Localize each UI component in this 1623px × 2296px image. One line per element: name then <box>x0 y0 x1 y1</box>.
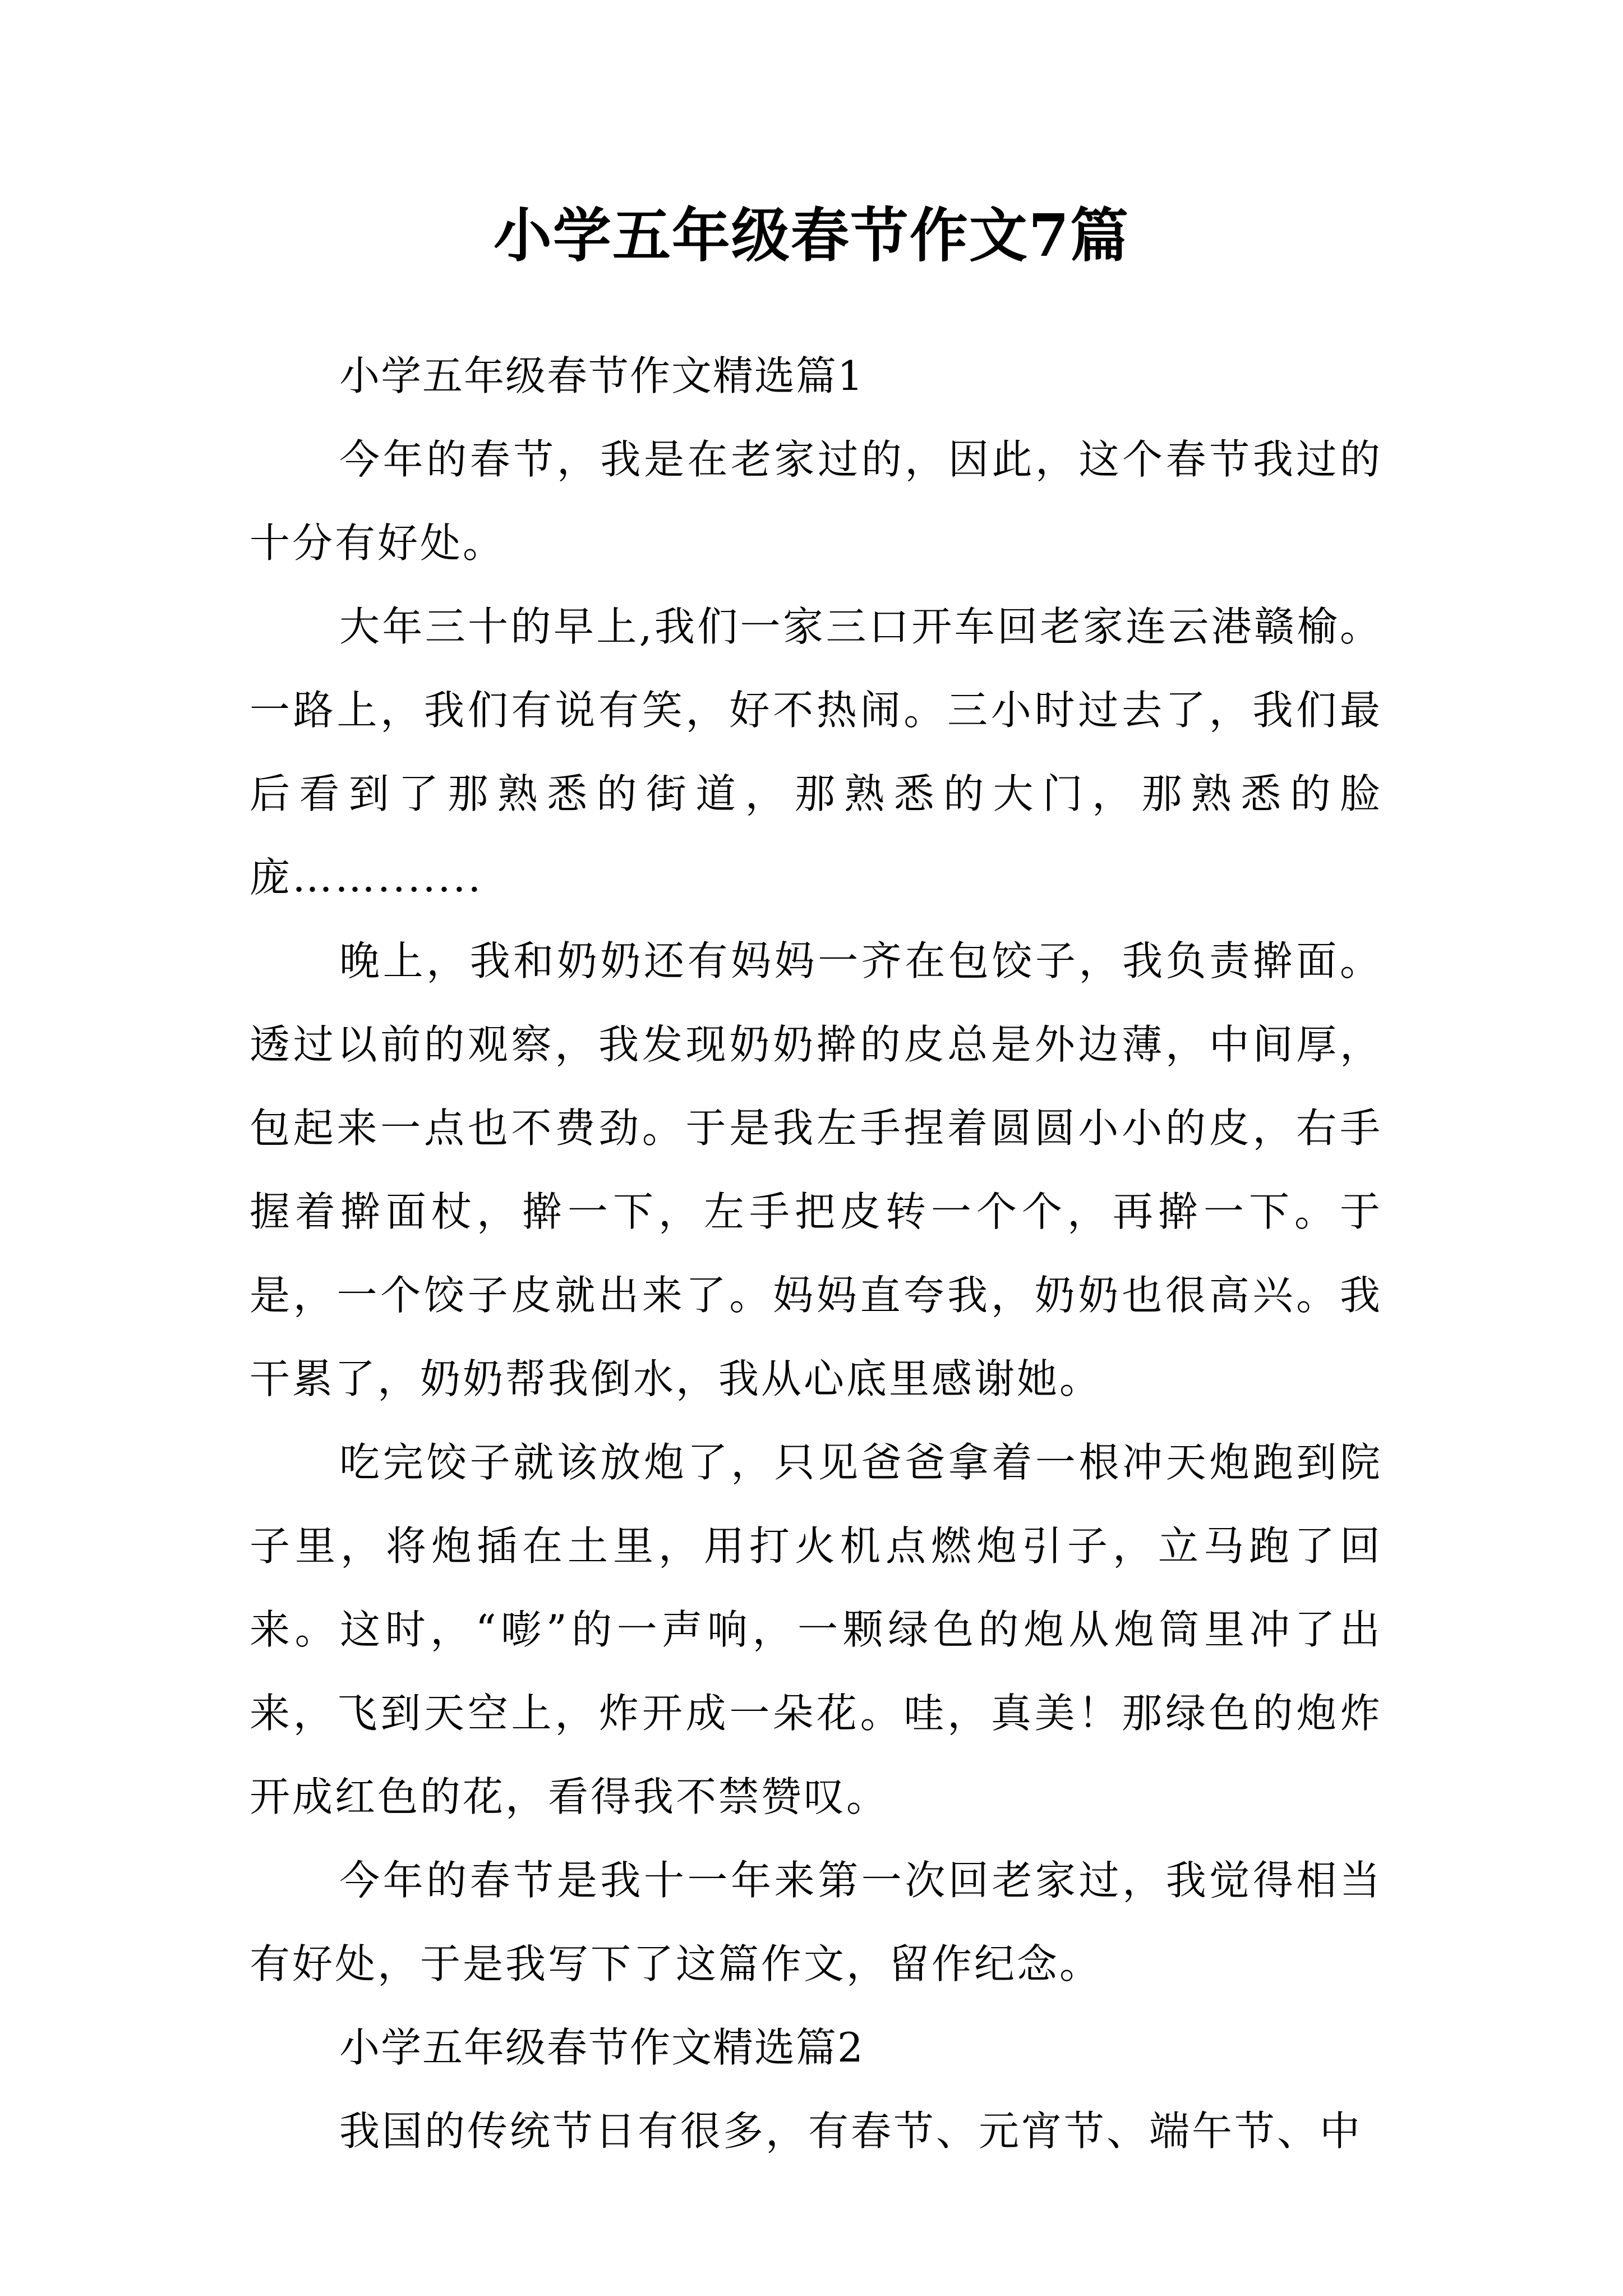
section-heading-2: 小学五年级春节作文精选篇2 <box>339 2024 864 2071</box>
paragraph: 今年的春节是我十一年来第一次回老家过，我觉得相当有好处，于是我写下了这篇作文，留作纪念。 <box>250 1857 1382 1987</box>
paragraph: 晚上，我和奶奶还有妈妈一齐在包饺子，我负责擀面。透过以前的观察，我发现奶奶擀的皮总是外边薄，中间厚，包起来一点也不费劲。于是我左手捏着圆圆小小的皮，右手握着擀面杖，擀一下，左手把皮转一个个，再擀一下。于是，一个饺子皮就出来了。妈妈直夸我，奶奶也很高兴。我干累了，奶奶帮我倒水，我从心底里感谢她。 <box>250 937 1382 1402</box>
document-body <box>250 334 1382 2173</box>
document-title: 小学五年级春节作文7篇 <box>493 201 1130 270</box>
paragraph: 大年三十的早上,我们一家三口开车回老家连云港赣榆。一路上，我们有说有笑，好不热闹。三小时过去了，我们最后看到了那熟悉的街道，那熟悉的大门，那熟悉的脸庞……....... <box>250 603 1382 901</box>
paragraph: 今年的春节，我是在老家过的，因此，这个春节我过的十分有好处。 <box>250 436 1382 567</box>
paragraph: 我国的传统节日有很多，有春节、元宵节、端午节、中 <box>339 2108 1363 2155</box>
paragraph: 吃完饺子就该放炮了，只见爸爸拿着一根冲天炮跑到院子里，将炮插在土里，用打火机点燃炮引子，立马跑了回来。这时，“嘭”的一声响，一颗绿色的炮从炮筒里冲了出来，飞到天空上，炸开成一朵花。哇，真美！那绿色的炮炸开成红色的花，看得我不禁赞叹。 <box>250 1439 1382 1820</box>
section-heading-1: 小学五年级春节作文精选篇1 <box>339 352 864 399</box>
